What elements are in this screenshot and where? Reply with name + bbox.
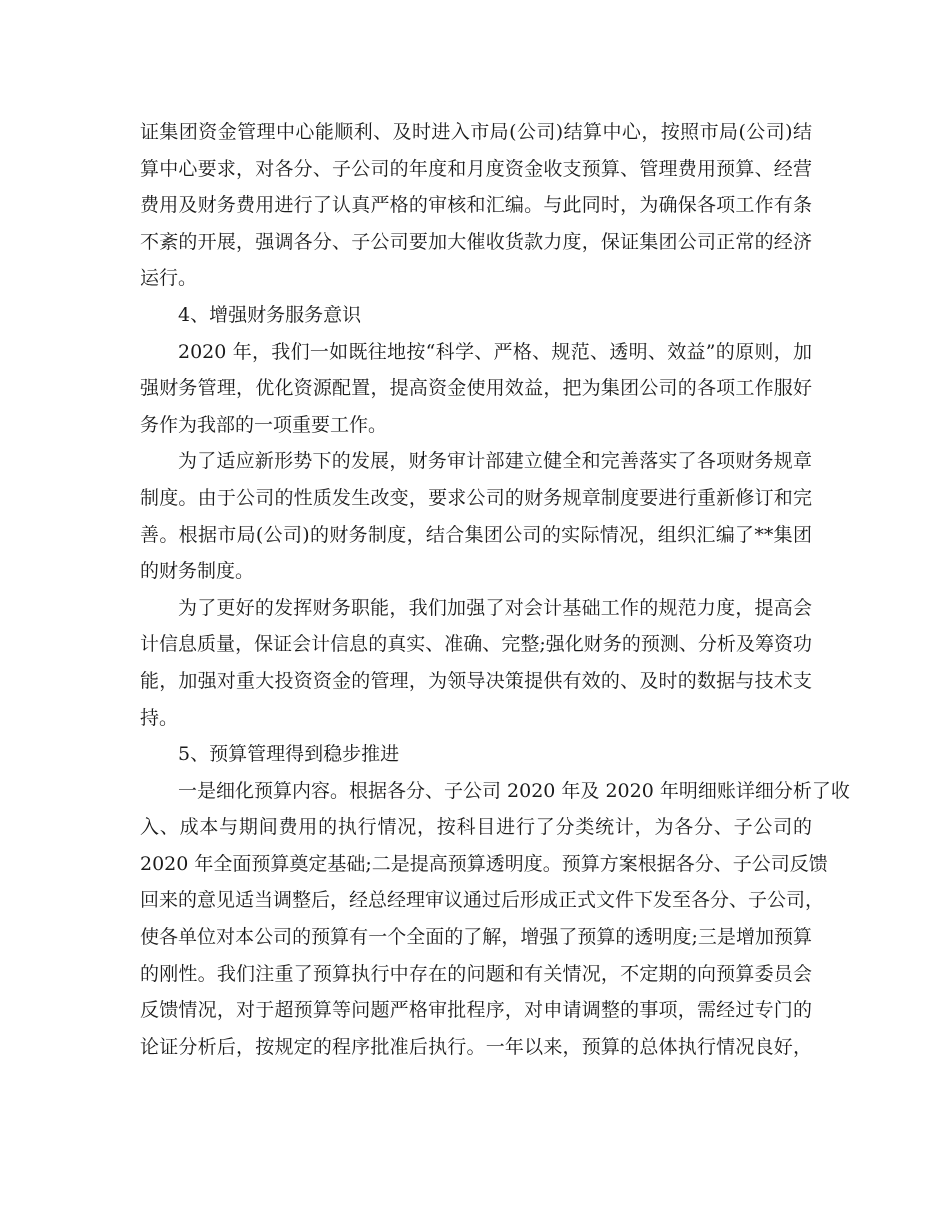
text-line: 一是细化预算内容。根据各分、子公司 2020 年及 2020 年明细账详细分析了收 bbox=[178, 779, 850, 802]
text-line: 持。 bbox=[140, 706, 179, 729]
section-heading-4 bbox=[140, 297, 812, 334]
text-line: 计信息质量，保证会计信息的真实、准确、完整;强化财务的预测、分析及筹资功 bbox=[140, 633, 812, 656]
paragraph-budget-management bbox=[140, 773, 850, 1066]
paragraph-financial-rules bbox=[140, 443, 812, 589]
text-line: 制度。由于公司的性质发生改变，要求公司的财务规章制度要进行重新修订和完 bbox=[140, 486, 812, 509]
text-line: 2020 年，我们一如既往地按“科学、严格、规范、透明、效益”的原则，加 bbox=[178, 340, 812, 363]
text-line: 的财务制度。 bbox=[140, 560, 255, 583]
text-line: 强财务管理，优化资源配置，提高资金使用效益，把为集团公司的各项工作服好 bbox=[140, 377, 812, 400]
text-line: 使各单位对本公司的预算有一个全面的了解，增强了预算的透明度;三是增加预算 bbox=[140, 926, 812, 949]
text-line: 算中心要求，对各分、子公司的年度和月度资金收支预算、管理费用预算、经营 bbox=[140, 157, 812, 180]
heading-text: 4、增强财务服务意识 bbox=[178, 303, 362, 326]
text-line: 为了更好的发挥财务职能，我们加强了对会计基础工作的规范力度，提高会 bbox=[178, 596, 812, 619]
text-line: 费用及财务费用进行了认真严格的审核和汇编。与此同时，为确保各项工作有条 bbox=[140, 194, 812, 217]
heading-text: 5、预算管理得到稳步推进 bbox=[178, 743, 400, 766]
text-line: 2020 年全面预算奠定基础;二是提高预算透明度。预算方案根据各分、子公司反馈 bbox=[140, 852, 828, 875]
text-line: 运行。 bbox=[140, 267, 198, 290]
paragraph-accounting-basics bbox=[140, 590, 812, 736]
document-body bbox=[140, 114, 850, 1065]
paragraph-fund-settlement bbox=[140, 114, 812, 297]
text-line: 证集团资金管理中心能顺利、及时进入市局(公司)结算中心，按照市局(公司)结 bbox=[140, 121, 812, 143]
text-line: 回来的意见适当调整后，经总经理审议通过后形成正式文件下发至各分、子公司， bbox=[140, 889, 825, 912]
text-line: 能，加强对重大投资资金的管理，为领导决策提供有效的、及时的数据与技术支 bbox=[140, 669, 812, 692]
text-line: 不紊的开展，强调各分、子公司要加大催收货款力度，保证集团公司正常的经济 bbox=[140, 230, 812, 253]
text-line: 为了适应新形势下的发展，财务审计部建立健全和完善落实了各项财务规章 bbox=[178, 450, 812, 473]
text-line: 反馈情况，对于超预算等问题严格审批程序，对申请调整的事项，需经过专门的 bbox=[140, 999, 812, 1022]
text-line: 务作为我部的一项重要工作。 bbox=[140, 413, 388, 436]
text-line: 入、成本与期间费用的执行情况，按科目进行了分类统计，为各分、子公司的 bbox=[140, 816, 812, 839]
text-line: 的刚性。我们注重了预算执行中存在的问题和有关情况，不定期的向预算委员会 bbox=[140, 962, 812, 985]
text-line: 论证分析后，按规定的程序批准后执行。一年以来，预算的总体执行情况良好， bbox=[140, 1035, 812, 1058]
text-line: 善。根据市局(公司)的财务制度，结合集团公司的实际情况，组织汇编了**集团 bbox=[140, 523, 812, 546]
paragraph-financial-service bbox=[140, 334, 812, 444]
section-heading-5 bbox=[140, 736, 812, 773]
